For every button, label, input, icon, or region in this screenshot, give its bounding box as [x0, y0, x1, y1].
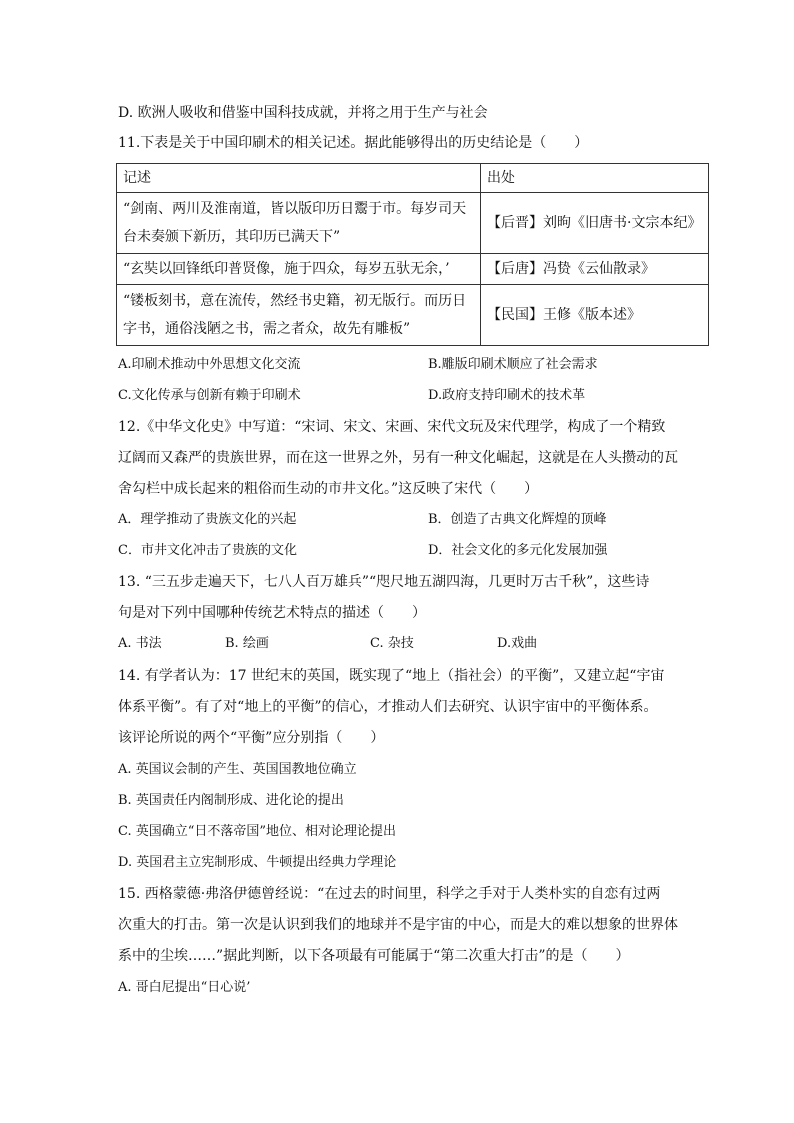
q12-option-a: A．理学推动了贵族文化的兴起 — [118, 512, 297, 527]
q13-stem-line2: 句是对下列中国哪种传统艺术特点的描述（ ） — [118, 605, 426, 621]
q14-stem-line2: 体系平衡”。有了对“地上的平衡”的信心，才推动人们去研究、认识宇宙中的平衡体系。 — [118, 699, 658, 715]
q13-option-b: B. 绘画 — [225, 636, 269, 651]
table-cell-source: 【后唐】冯贽《云仙散录》 — [481, 254, 709, 285]
q15-option-a: A. 哥白尼提出“日心说’ — [118, 980, 251, 995]
q13-option-a: A. 书法 — [118, 636, 162, 651]
q14-option-d: D. 英国君主立宪制形成、牛顿提出经典力学理论 — [118, 855, 397, 870]
table-row — [117, 193, 709, 254]
q14-option-b: B. 英国责任内阁制形成、进化论的提出 — [118, 793, 344, 808]
table-row — [117, 254, 709, 285]
table-cell-record: “玄奘以回锋纸印普贤像，施于四众，每岁五驮无余，’ — [117, 254, 481, 285]
q14-option-a: A. 英国议会制的产生、英国国教地位确立 — [118, 762, 357, 777]
q11-option-b: B.雕版印刷术顺应了社会需求 — [428, 357, 598, 372]
q14-stem-line3: 该评论所说的两个“平衡”应分别指（ ） — [118, 730, 385, 746]
q14-option-c: C. 英国确立“日不落帝国”地位、相对论理论提出 — [118, 824, 397, 839]
table-cell-source: 【民国】王修《版本述》 — [481, 285, 709, 346]
table-header-record: 记述 — [117, 164, 481, 193]
q13-option-d: D.戏曲 — [497, 636, 538, 651]
table-header-source: 出处 — [481, 164, 709, 193]
q14-stem-line1: 14. 有学者认为：17 世纪末的英国，既实现了“地上（指社会）的平衡”，又建立起“宇宙 — [118, 668, 665, 684]
table-cell-record: “剑南、两川及淮南道，皆以版印历日鬻于市。每岁司天台未奏颁下新历，其印历已满天下” — [117, 193, 481, 254]
q13-option-c: C. 杂技 — [370, 636, 414, 651]
printing-records-table — [116, 163, 709, 346]
q11-stem: 11.下表是关于中国印刷术的相关记述。据此能够得出的历史结论是（ ） — [118, 135, 589, 151]
q15-stem-line1: 15. 西格蒙德·弗洛伊德曾经说：“在过去的时间里，科学之手对于人类朴实的自恋有过两 — [118, 886, 661, 902]
table-cell-record: “镂板刻书，意在流传，然经书史籍，初无版行。而历日字书，通俗浅陋之书，需之者众，故先有雕板” — [117, 285, 481, 346]
q13-stem-line1: 13. “三五步走遍天下，七八人百万雄兵”“咫尺地五湖四海，几更时万古千秋”，这些诗 — [118, 574, 650, 590]
q11-option-d: D.政府支持印刷术的技术革 — [428, 388, 586, 403]
q12-option-d: D．社会文化的多元化发展加强 — [428, 543, 608, 558]
table-header-row — [117, 164, 709, 193]
q12-stem-line1: 12.《中华文化史》中写道：“宋词、宋文、宋画、宋代文玩及宋代理学，构成了一个精致 — [118, 419, 666, 435]
q11-option-a: A.印刷术推动中外思想文化交流 — [118, 357, 301, 372]
q12-option-b: B．创造了古典文化辉煌的顶峰 — [428, 512, 607, 527]
table-row — [117, 285, 709, 346]
q12-option-c: C．市井文化冲击了贵族的文化 — [118, 543, 297, 558]
table-cell-source: 【后晋】刘昫《旧唐书·文宗本纪》 — [481, 193, 709, 254]
q12-stem-line3: 舍勾栏中成长起来的粗俗而生动的市井文化。”这反映了宋代（ ） — [118, 481, 539, 497]
q12-stem-line2: 辽阔而又森严的贵族世界，而在这一世界之外，另有一种文化崛起，这就是在人头攒动的瓦 — [118, 450, 678, 466]
q11-option-c: C.文化传承与创新有赖于印刷术 — [118, 388, 301, 403]
q15-stem-line2: 次重大的打击。第一次是认识到我们的地球并不是宇宙的中心，而是大的难以想象的世界体 — [118, 917, 678, 933]
q15-stem-line3: 系中的尘埃……”据此判断，以下各项最有可能属于“第二次重大打击”的是（ ） — [118, 948, 630, 964]
q10-option-d: D. 欧洲人吸收和借鉴中国科技成就，并将之用于生产与社会 — [118, 105, 488, 121]
